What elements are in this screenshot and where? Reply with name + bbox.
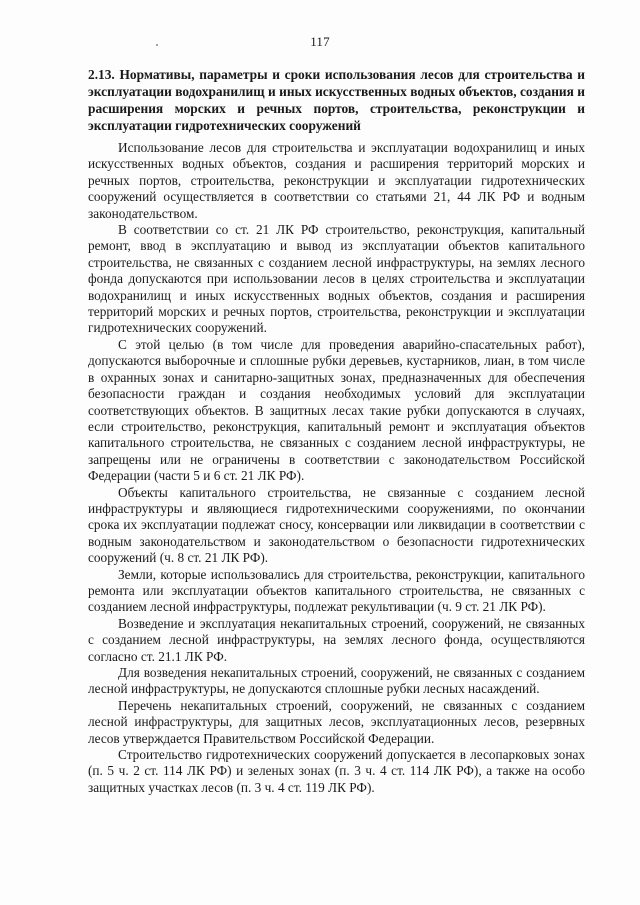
paragraph: Объекты капитального строительства, не связанные с созданием лесной инфраструктуры и являющиеся гидротехническими сооружениями, по окончании срока их эксплуатации подлежат сносу, консервации или ликвидации в соответствии с водным законодательством и законодательством о безопасности гидротехнических сооружений (ч. 8 ст. 21 ЛК РФ). (88, 484, 585, 566)
section-heading: 2.13. Нормативы, параметры и сроки использования лесов для строительства и эксплуатации водохранилищ и иных искусственных водных объектов, создания и расширения морских и речных портов, строительства, реконструкции и эксплуатации гидротехнических сооружений (88, 67, 585, 133)
section-body (88, 140, 585, 796)
paragraph: Строительство гидротехнических сооружений допускается в лесопарковых зонах (п. 5 ч. 2 ст. 114 ЛК РФ) и зеленых зонах (п. 3 ч. 4 ст. 114 ЛК РФ), а также на особо защитных участках лесов (п. 3 ч. 4 ст. 119 ЛК РФ). (88, 747, 585, 795)
page-number: 117 (310, 34, 330, 49)
paragraph: Использование лесов для строительства и эксплуатации водохранилищ и иных искусственных водных объектов, создания и расширения территорий морских и речных портов, строительства, реконструкции и эксплуатации гидротехнических сооружений осуществляется в соответствии со статьями 21, 44 ЛК РФ и водным законодательством. (88, 140, 585, 221)
paragraph: В соответствии со ст. 21 ЛК РФ строительство, реконструкция, капитальный ремонт, ввод в эксплуатацию и вывод из эксплуатации объектов капитального строительства, не связанных с созданием лесной инфраструктуры, на землях лесного фонда допускаются при использовании лесов в целях строительства и эксплуатации водохранилищ и иных искусственных водных объектов, создания и расширения территорий морских и речных портов, строительства, реконструкции и эксплуатации гидротехнических сооружений. (88, 222, 585, 336)
paragraph: Возведение и эксплуатация некапитальных строений, сооружений, не связанных с созданием лесной инфраструктуры, на землях лесного фонда, осуществляются согласно ст. 21.1 ЛК РФ. (88, 615, 585, 664)
paragraph: Перечень некапитальных строений, сооружений, не связанных с созданием лесной инфраструктуры, для защитных лесов, эксплуатационных лесов, резервных лесов утверждается Правительством Российской Федерации. (88, 697, 585, 746)
paragraph: Для возведения некапитальных строений, сооружений, не связанных с созданием лесной инфраструктуры, не допускаются сплошные рубки лесных насаждений. (88, 665, 585, 697)
paragraph: Земли, которые использовались для строительства, реконструкции, капитального ремонта или эксплуатации объектов капитального строительства, не связанных с созданием лесной инфраструктуры, подлежат рекультивации (ч. 9 ст. 21 ЛК РФ). (88, 566, 585, 615)
paragraph: С этой целью (в том числе для проведения аварийно-спасательных работ), допускаются выборочные и сплошные рубки деревьев, кустарников, лиан, в том числе в охранных зонах и санитарно-защитных зонах, предназначенных для обеспечения безопасности граждан и создания необходимых условий для эксплуатации соответствующих объектов. В защитных лесах такие рубки допускаются в случаях, если строительство, реконструкция, капитальный ремонт и эксплуатация объектов капитального строительства, не связанных с созданием лесной инфраструктуры, не запрещены или не ограничены в соответствии с законодательством Российской Федерации (части 5 и 6 ст. 21 ЛК РФ). (88, 336, 585, 484)
